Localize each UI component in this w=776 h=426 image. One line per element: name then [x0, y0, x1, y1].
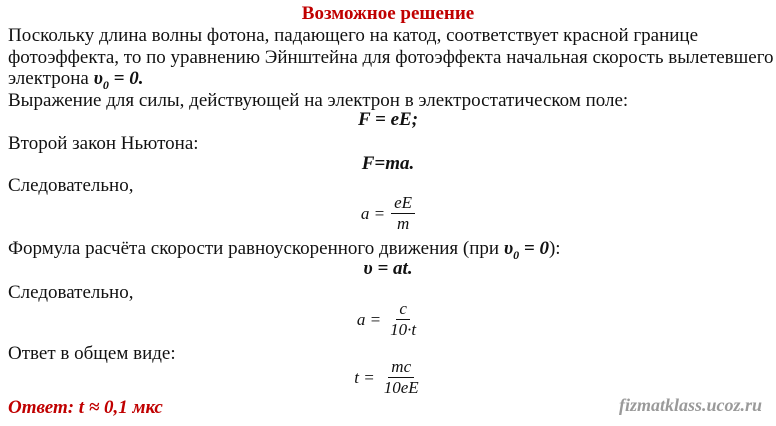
velocity-symbol: υ: [503, 238, 514, 259]
fraction-numerator: c: [396, 300, 410, 320]
fraction-acceleration-force: [0, 194, 776, 233]
fraction-acceleration-velocity: [0, 300, 776, 339]
fraction-lhs: t =: [354, 367, 375, 387]
fraction-numerator: eE: [391, 194, 415, 214]
paragraph-line-2: фотоэффекта, то по уравнению Эйнштейна для фотоэффекта начальная скорость вылетевшего: [8, 47, 774, 68]
fraction-denominator: m: [396, 214, 410, 233]
fraction-lhs: a =: [360, 203, 386, 223]
newton-line: Второй закон Ньютона:: [8, 133, 199, 154]
hence-line-1: Следовательно,: [8, 175, 134, 196]
initial-velocity-expression: [93, 68, 144, 92]
solution-title: Возможное решение: [301, 3, 475, 24]
fraction-time: [0, 358, 776, 397]
fraction-denominator: 10eE: [383, 378, 419, 397]
velocity-formula-end: ):: [548, 238, 561, 259]
fraction-denominator: 10·t: [390, 320, 417, 339]
final-answer: Ответ: t ≈ 0,1 мкс: [8, 397, 163, 418]
equation-newton: F=ma.: [361, 153, 415, 174]
equation-velocity: υ = at.: [363, 258, 413, 279]
velocity-formula-text: Формула расчёта скорости равноускоренного движения (при: [8, 238, 500, 259]
paragraph-line-3-text: электрона: [8, 68, 89, 89]
equation-force: F = eE;: [357, 109, 419, 130]
fraction-lhs: a =: [356, 309, 382, 329]
velocity-symbol: υ: [93, 68, 103, 89]
paragraph-line-1: Поскольку длина волны фотона, падающего на катод, соответствует красной границе: [8, 25, 699, 46]
answer-general-line: Ответ в общем виде:: [8, 343, 176, 364]
velocity-value: = 0.: [108, 68, 144, 89]
velocity-subscript: 0: [102, 77, 109, 92]
hence-line-2: Следовательно,: [8, 282, 134, 303]
force-line: Выражение для силы, действующей на электрон в электростатическом поле:: [8, 90, 629, 111]
watermark-text: fizmatklass.ucoz.ru: [618, 395, 762, 415]
velocity-condition: = 0: [519, 238, 549, 259]
fraction-numerator: mc: [388, 358, 414, 378]
velocity-subscript: 0: [513, 247, 520, 262]
